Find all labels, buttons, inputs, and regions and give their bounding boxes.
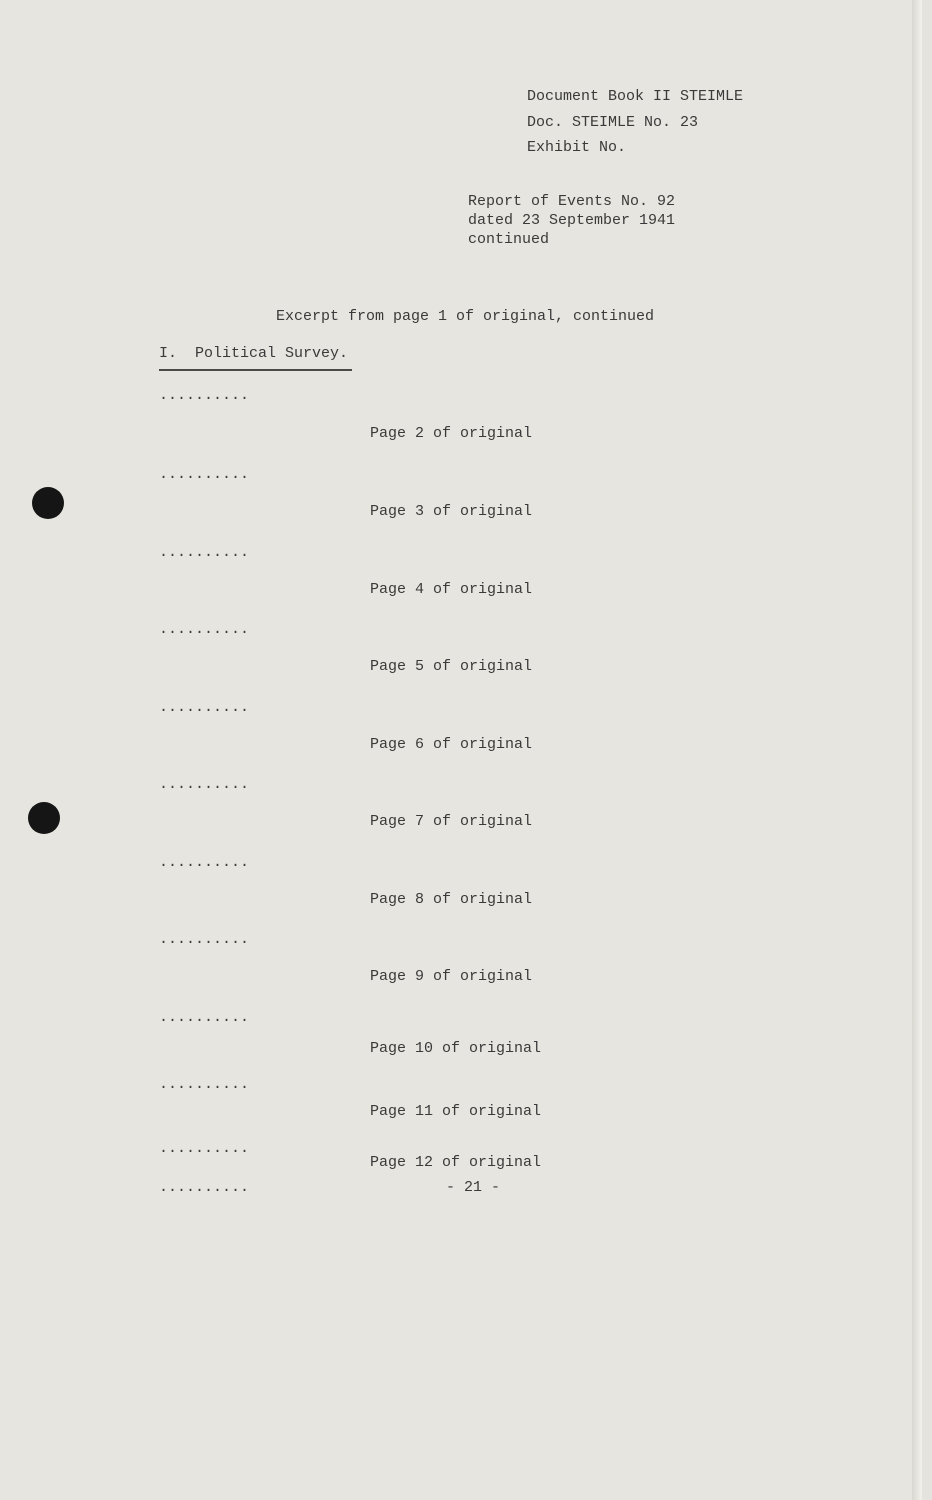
punch-hole-bottom (28, 802, 60, 834)
section-underline (159, 369, 352, 371)
report-line-3: continued (468, 231, 550, 248)
doc-number-label: Doc. STEIMLE No. 23 (527, 114, 699, 131)
page-ref-4: Page 4 of original (370, 581, 533, 598)
page-ref-9: Page 9 of original (370, 968, 533, 985)
ellipsis-row: .......... (159, 699, 250, 716)
page-edge (912, 0, 922, 1500)
page-ref-8: Page 8 of original (370, 891, 533, 908)
ellipsis-row: .......... (159, 1009, 250, 1026)
ellipsis-row: .......... (159, 931, 250, 948)
page-number: - 21 - (446, 1179, 501, 1196)
ellipsis-row: .......... (159, 621, 250, 638)
report-line-1: Report of Events No. 92 (468, 193, 676, 210)
punch-hole-top (32, 487, 64, 519)
page-ref-5: Page 5 of original (370, 658, 533, 675)
section-title: I. Political Survey. (159, 345, 349, 362)
ellipsis-row: .......... (159, 1179, 250, 1196)
document-book-label: Document Book II STEIMLE (527, 88, 744, 105)
excerpt-heading: Excerpt from page 1 of original, continued (276, 308, 655, 325)
ellipsis-row: .......... (159, 776, 250, 793)
ellipsis-row: .......... (159, 544, 250, 561)
page-ref-7: Page 7 of original (370, 813, 533, 830)
page-ref-2: Page 2 of original (370, 425, 533, 442)
ellipsis-row: .......... (159, 466, 250, 483)
ellipsis-row: .......... (159, 1140, 250, 1157)
report-line-2: dated 23 September 1941 (468, 212, 676, 229)
page-ref-6: Page 6 of original (370, 736, 533, 753)
page-ref-11: Page 11 of original (370, 1103, 542, 1120)
page-ref-3: Page 3 of original (370, 503, 533, 520)
page-ref-10: Page 10 of original (370, 1040, 542, 1057)
page-ref-12: Page 12 of original (370, 1154, 542, 1171)
ellipsis-row: .......... (159, 1076, 250, 1093)
exhibit-label: Exhibit No. (527, 139, 627, 156)
ellipsis-row: .......... (159, 854, 250, 871)
ellipsis-row: .......... (159, 387, 250, 404)
